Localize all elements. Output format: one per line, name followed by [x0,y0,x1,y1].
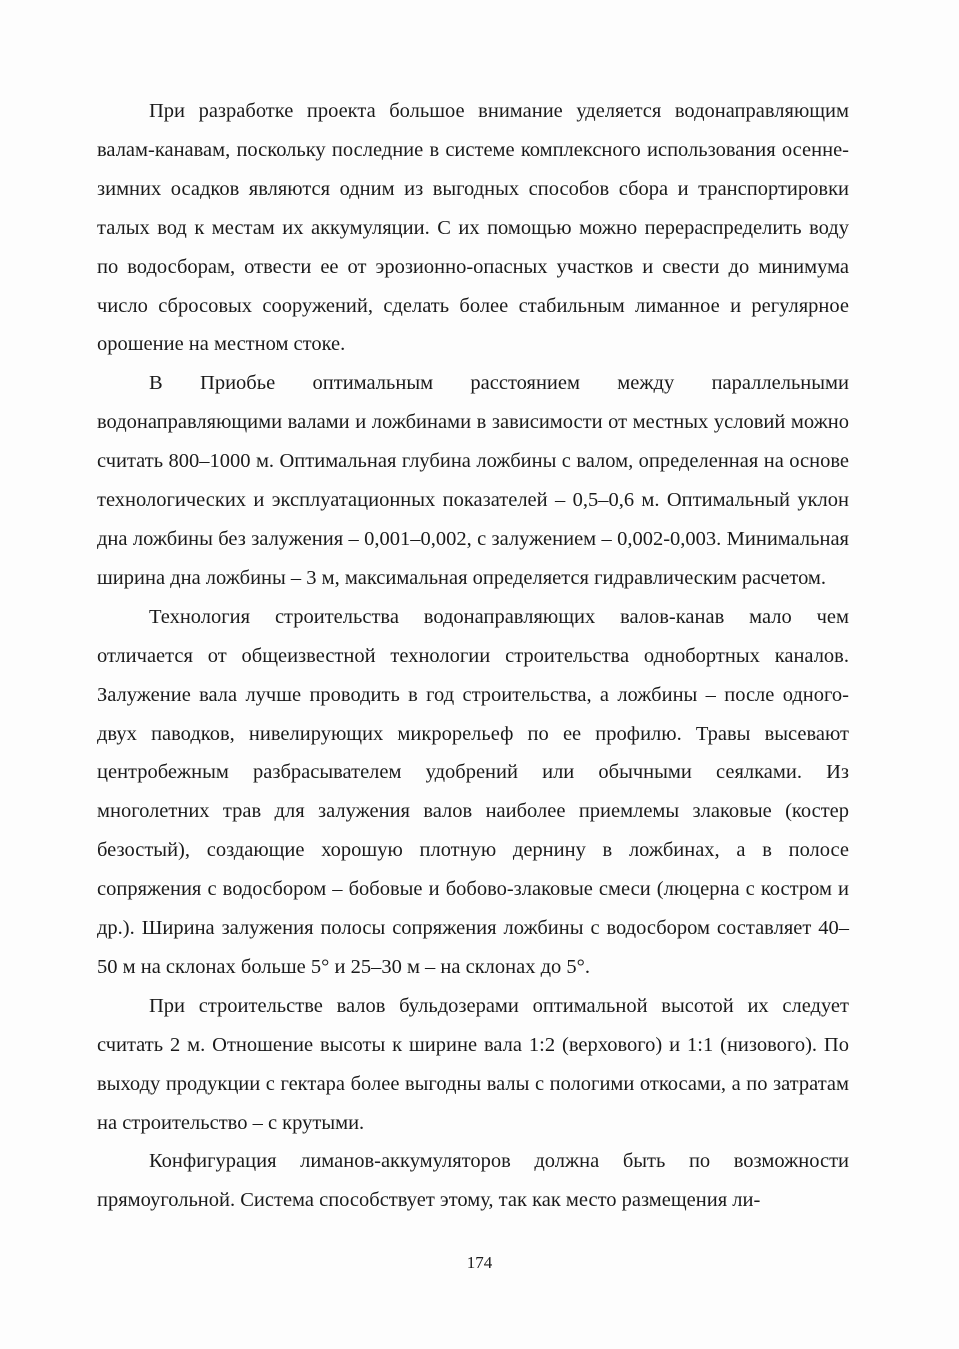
paragraph-3: Технология строительства водонаправляющих валов-канав мало чем отличается от общеизвестной технологии строительства однобортных каналов. Залужение вала лучше проводить в год строительства, а ложбины – после одного-двух паводков, нивелирующих микрорельеф по ее профилю. Травы высевают центробежным разбрасывателем удобрений или обычными сеялками. Из многолетних трав для залужения валов наиболее приемлемы злаковые (костер безостый), создающие хорошую плотную дернину в ложбинах, а в полосе сопряжения с водосбором – бобовые и бобово-злаковые смеси (люцерна с костром и др.). Ширина залужения полосы сопряжения ложбины с водосбором составляет 40–50 м на склонах больше 5° и 25–30 м – на склонах до 5°. [97,605,849,978]
paragraph-1: При разработке проекта большое внимание уделяется водонаправляющим валам-канавам, поскольку последние в системе комплексного использования осенне-зимних осадков являются одним из выгодных способов сбора и транспортировки талых вод к местам их аккумуляции. С их помощью можно перераспределить воду по водосборам, отвести ее от эрозионно-опасных участков и свести до минимума число сбросовых сооружений, сделать более стабильным лиманное и регулярное орошение на местном стоке. [97,100,849,356]
paragraph-2: В Приобье оптимальным расстоянием между параллельными водонаправляющими валами и ложбинами в зависимости от местных условий можно считать 800–1000 м. Оптимальная глубина ложбины с валом, определенная на основе технологических и эксплуатационных показателей – 0,5–0,6 м. Оптимальный уклон дна ложбины без залужения – 0,001–0,002, с залужением – 0,002-0,003. Минимальная ширина дна ложбины – 3 м, максимальная определяется гидравлическим расчетом. [97,372,849,589]
page-number: 174 [466,1253,493,1272]
body-text [97,92,849,1220]
paragraph-5: Конфигурация лиманов-аккумуляторов должна быть по возможности прямоугольной. Система способствует этому, так как место размещения ли- [97,1150,849,1212]
paragraph-4: При строительстве валов бульдозерами оптимальной высотой их следует считать 2 м. Отношение высоты к ширине вала 1:2 (верхового) и 1:1 (низового). По выходу продукции с гектара более выгодны валы с пологими откосами, а по затратам на строительство – с крутыми. [97,994,849,1134]
